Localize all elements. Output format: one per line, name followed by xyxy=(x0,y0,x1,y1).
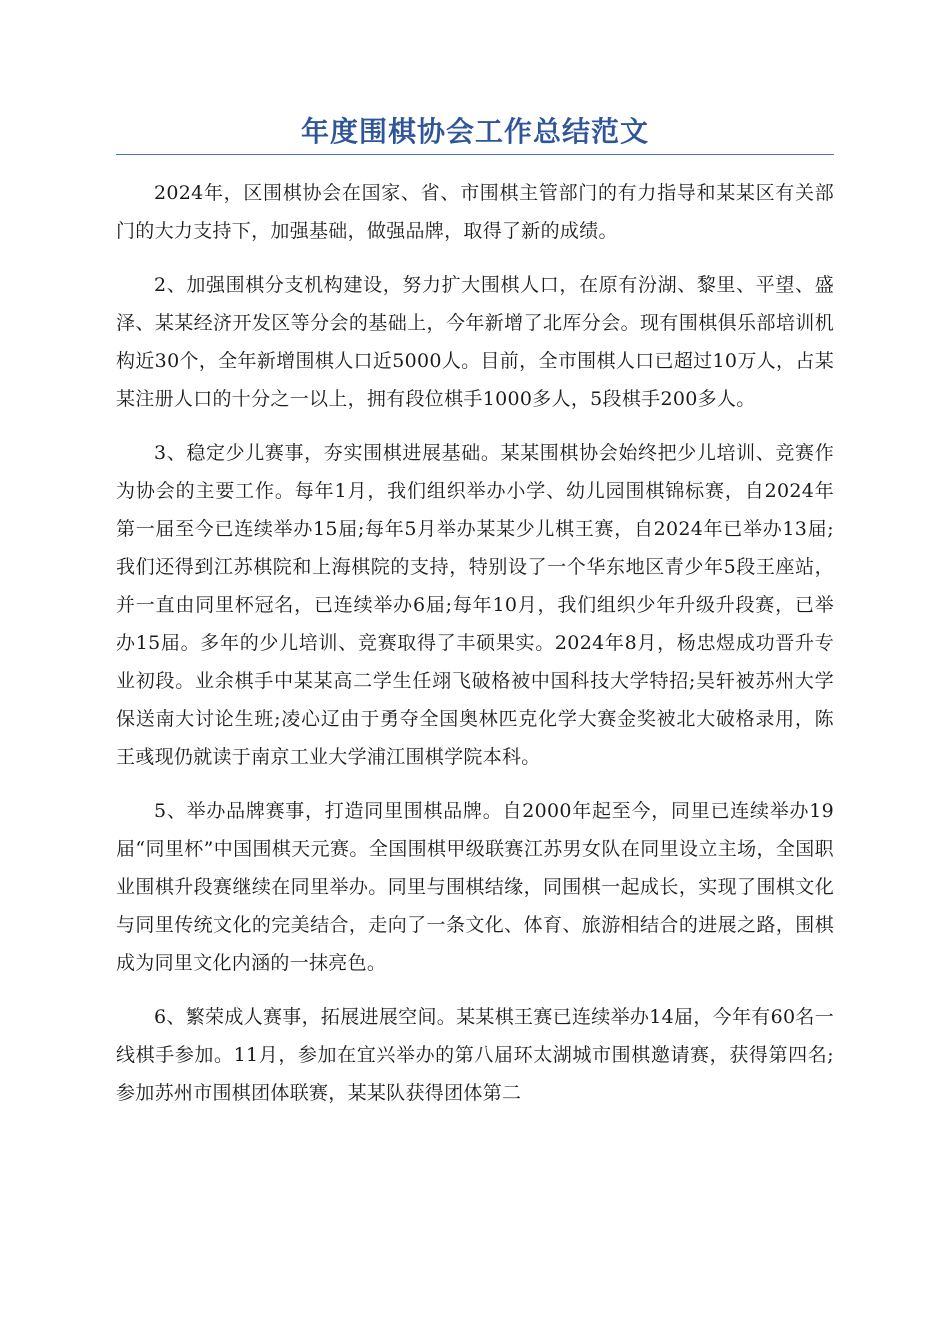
paragraph-youth-events: 3、稳定少儿赛事，夯实围棋进展基础。某某围棋协会始终把少儿培训、竞赛作为协会的主要工作。每年1月，我们组织举办小学、幼儿园围棋锦标赛，自2024年第一届至今已连续举办15届;每年5月举办某某少儿棋王赛，自2024年已举办13届;我们还得到江苏棋院和上海棋院的支持，特别设了一个华东地区青少年5段王座站，并一直由同里杯冠名，已连续举办6届;每年10月，我们组织少年升级升段赛，已举办15届。多年的少儿培训、竞赛取得了丰硕果实。2024年8月，杨忠煜成功晋升专业初段。业余棋手中某某高二学生任翊飞破格被中国科技大学特招;吴轩被苏州大学保送南大讨论生班;凌心辽由于勇夺全国奥林匹克化学大赛金奖被北大破格录用，陈王彧现仍就读于南京工业大学浦江围棋学院本科。 xyxy=(116,442,834,768)
paragraph-intro: 2024年，区围棋协会在国家、省、市围棋主管部门的有力指导和某某区有关部门的大力支持下，加强基础，做强品牌，取得了新的成绩。 xyxy=(116,182,834,242)
paragraph-branch-construction: 2、加强围棋分支机构建设，努力扩大围棋人口，在原有汾湖、黎里、平望、盛泽、某某经济开发区等分会的基础上，今年新增了北厍分会。现有围棋俱乐部培训机构近30个，全年新增围棋人口近5000人。目前，全市围棋人口已超过10万人，占某某注册人口的十分之一以上，拥有段位棋手1000多人，5段棋手200多人。 xyxy=(116,274,834,410)
document-body xyxy=(116,174,834,1128)
title-underline xyxy=(116,154,834,155)
paragraph-brand-events: 5、举办品牌赛事，打造同里围棋品牌。自2000年起至今，同里已连续举办19届“同里杯”中国围棋天元赛。全国围棋甲级联赛江苏男女队在同里设立主场，全国职业围棋升段赛继续在同里举办。同里与围棋结缘，同围棋一起成长，实现了围棋文化与同里传统文化的完美结合，走向了一条文化、体育、旅游相结合的进展之路，围棋成为同里文化内涵的一抹亮色。 xyxy=(116,800,834,974)
paragraph-adult-events: 6、繁荣成人赛事，拓展进展空间。某某棋王赛已连续举办14届，今年有60名一线棋手参加。11月，参加在宜兴举办的第八届环太湖城市围棋邀请赛，获得第四名;参加苏州市围棋团体联赛，某某队获得团体第二 xyxy=(116,1006,834,1104)
document-title: 年度围棋协会工作总结范文 xyxy=(300,115,649,148)
